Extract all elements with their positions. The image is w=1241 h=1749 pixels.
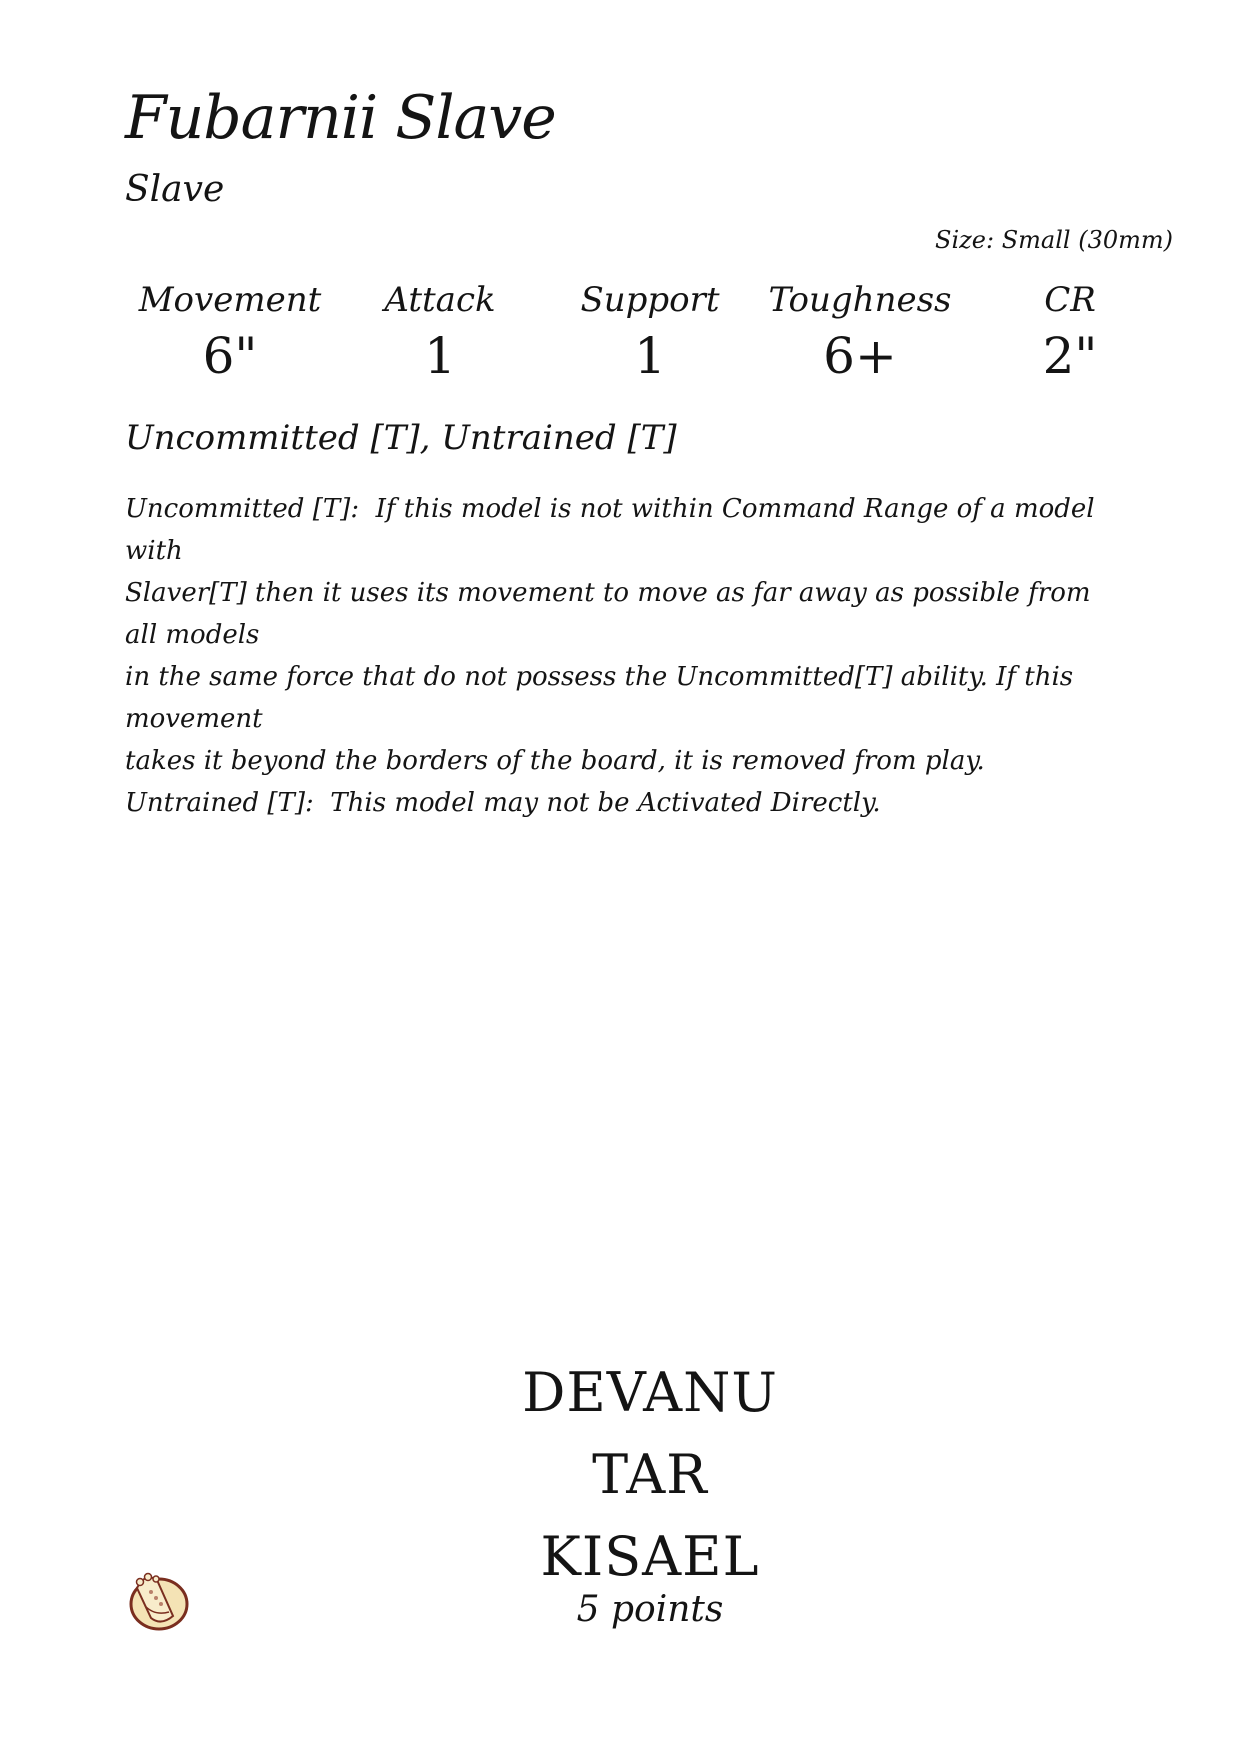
stat-movement	[125, 280, 335, 384]
faction-name	[450, 1352, 850, 1598]
stats-row	[125, 280, 1135, 390]
faction-line: KISAEL	[540, 1525, 760, 1588]
stat-label: Toughness	[768, 280, 952, 320]
card-title: Fubarnii Slave	[125, 83, 556, 153]
stat-cr	[965, 280, 1175, 384]
stat-attack	[335, 280, 545, 384]
stat-value: 1	[634, 327, 666, 385]
rule-line: Uncommitted [T]: If this model is not within Command Range of a model with	[125, 494, 1103, 566]
stat-value: 1	[424, 327, 456, 385]
stat-label: Attack	[384, 280, 496, 320]
traits-summary: Uncommitted [T], Untrained [T]	[125, 418, 677, 458]
card-subtitle: Slave	[125, 169, 225, 210]
base-size-label: Size: Small (30mm)	[935, 226, 1173, 254]
rule-line: Untrained [T]: This model may not be Activated Directly.	[125, 788, 881, 818]
stat-value: 6+	[823, 327, 897, 385]
stat-label: CR	[1044, 280, 1096, 320]
faction-line: DEVANU	[522, 1361, 778, 1424]
stat-label: Movement	[138, 280, 322, 320]
faction-line: TAR	[592, 1443, 708, 1506]
faction-emblem-icon	[125, 1566, 191, 1632]
stat-value: 2"	[1042, 327, 1098, 385]
stat-label: Support	[580, 280, 720, 320]
rules-text	[125, 488, 1103, 824]
stat-value: 6"	[202, 327, 258, 385]
stat-support	[545, 280, 755, 384]
points-cost: 5 points	[576, 1589, 724, 1630]
stat-toughness	[755, 280, 965, 384]
rule-line: takes it beyond the borders of the board, it is removed from play.	[125, 746, 985, 776]
rule-line: Slaver[T] then it uses its movement to move as far away as possible from all models	[125, 578, 1099, 650]
rule-line: in the same force that do not possess the Uncommitted[T] ability. If this movement	[125, 662, 1082, 734]
